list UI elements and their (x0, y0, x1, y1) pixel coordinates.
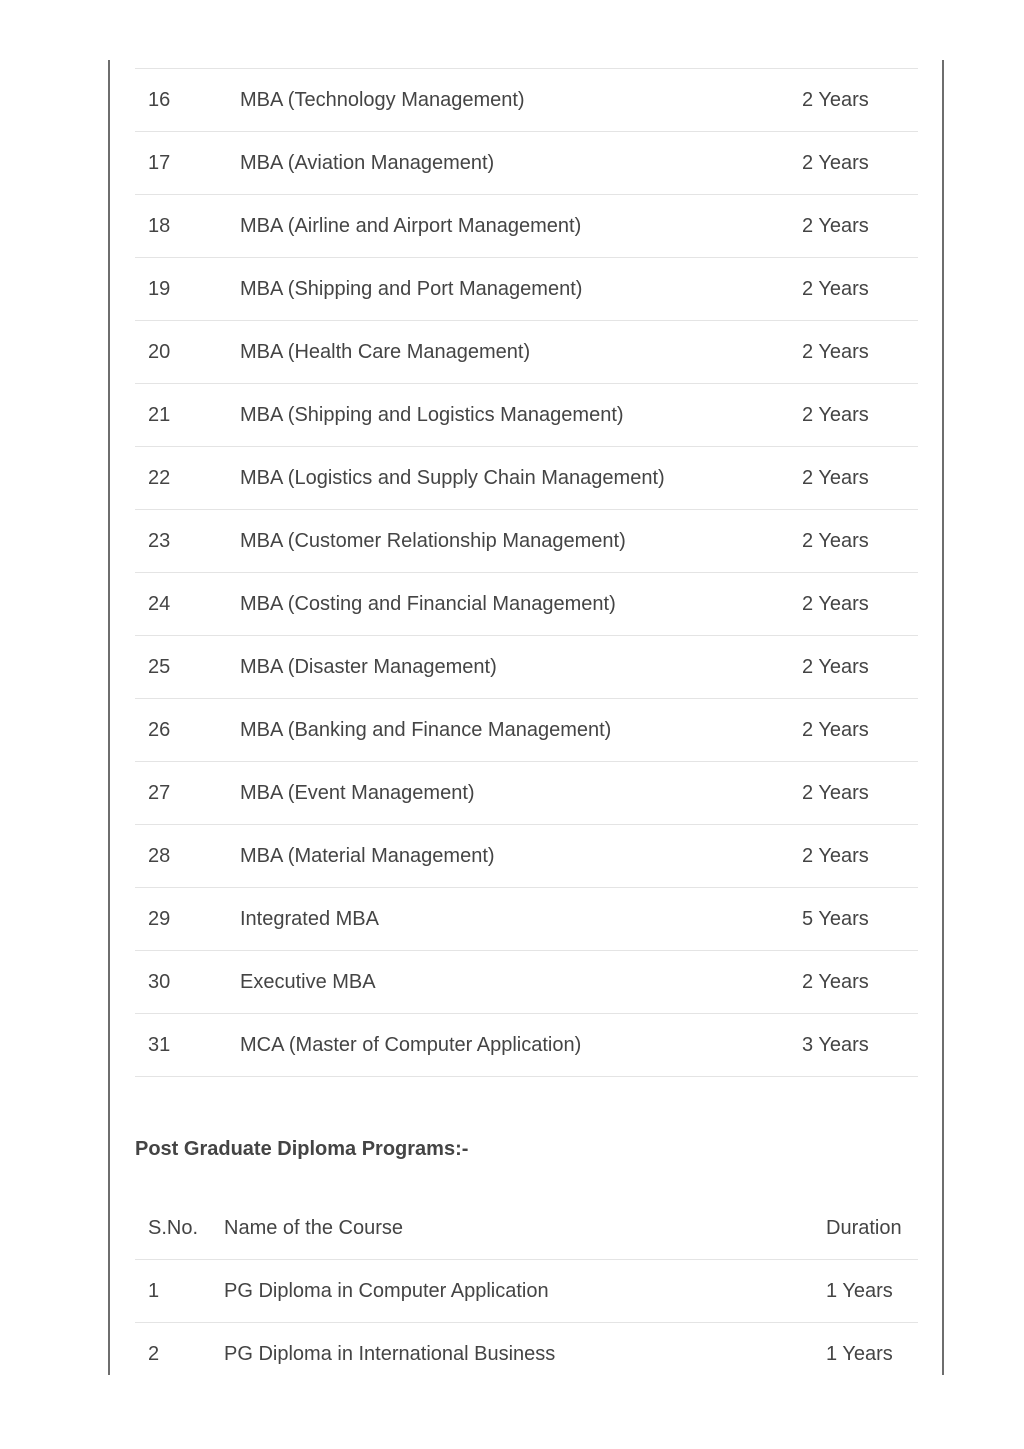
course-name: MBA (Shipping and Logistics Management) (240, 404, 624, 426)
course-duration: 5 Years (802, 908, 869, 930)
serial-number: 17 (148, 152, 171, 174)
course-name: MBA (Aviation Management) (240, 152, 495, 174)
table-row (135, 321, 918, 384)
course-duration: 2 Years (802, 593, 869, 615)
course-name: Executive MBA (240, 971, 376, 993)
course-name: MBA (Shipping and Port Management) (240, 278, 583, 300)
table-row (135, 1323, 918, 1385)
table-row (135, 69, 918, 132)
course-name: MBA (Costing and Financial Management) (240, 593, 616, 615)
course-duration: 2 Years (802, 467, 869, 489)
course-duration: 2 Years (802, 341, 869, 363)
course-duration: 3 Years (802, 1034, 869, 1056)
table-row (135, 384, 918, 447)
header-course-name: Name of the Course (224, 1217, 403, 1239)
serial-number: 2 (148, 1343, 160, 1365)
serial-number: 26 (148, 719, 171, 741)
table-row (135, 573, 918, 636)
table-header-row (135, 1197, 918, 1260)
section-heading: Post Graduate Diploma Programs:- (135, 1138, 469, 1160)
course-name: MBA (Logistics and Supply Chain Management) (240, 467, 665, 489)
serial-number: 27 (148, 782, 171, 804)
course-duration: 2 Years (802, 89, 869, 111)
course-name: MBA (Disaster Management) (240, 656, 497, 678)
course-duration: 2 Years (802, 845, 869, 867)
course-duration: 1 Years (826, 1343, 893, 1365)
serial-number: 30 (148, 971, 171, 993)
course-duration: 2 Years (802, 782, 869, 804)
course-duration: 2 Years (802, 278, 869, 300)
course-name: MBA (Material Management) (240, 845, 495, 867)
serial-number: 31 (148, 1034, 171, 1056)
pg-diploma-table (135, 1197, 918, 1385)
course-duration: 2 Years (802, 971, 869, 993)
course-name: Integrated MBA (240, 908, 379, 930)
table-row (135, 132, 918, 195)
table-row (135, 951, 918, 1014)
serial-number: 25 (148, 656, 171, 678)
header-duration: Duration (826, 1217, 902, 1239)
mba-courses-table (135, 68, 918, 1077)
course-duration: 2 Years (802, 530, 869, 552)
table-row (135, 762, 918, 825)
table-row (135, 1014, 918, 1077)
course-name: MBA (Banking and Finance Management) (240, 719, 612, 741)
course-name: MBA (Event Management) (240, 782, 475, 804)
course-name: PG Diploma in International Business (224, 1343, 556, 1365)
table-row (135, 258, 918, 321)
page-border-left (108, 60, 110, 1375)
table-row (135, 636, 918, 699)
course-name: PG Diploma in Computer Application (224, 1280, 549, 1302)
serial-number: 21 (148, 404, 171, 426)
serial-number: 29 (148, 908, 171, 930)
serial-number: 16 (148, 89, 171, 111)
course-duration: 2 Years (802, 152, 869, 174)
serial-number: 28 (148, 845, 171, 867)
course-duration: 2 Years (802, 215, 869, 237)
table-row (135, 825, 918, 888)
header-serial-number: S.No. (148, 1217, 199, 1239)
course-name: MBA (Technology Management) (240, 89, 525, 111)
serial-number: 19 (148, 278, 171, 300)
serial-number: 18 (148, 215, 171, 237)
serial-number: 23 (148, 530, 171, 552)
course-duration: 2 Years (802, 719, 869, 741)
table-row (135, 888, 918, 951)
table-row (135, 699, 918, 762)
table-row (135, 195, 918, 258)
table-row (135, 1260, 918, 1323)
serial-number: 22 (148, 467, 171, 489)
serial-number: 20 (148, 341, 171, 363)
serial-number: 1 (148, 1280, 160, 1302)
course-name: MCA (Master of Computer Application) (240, 1034, 582, 1056)
course-duration: 2 Years (802, 404, 869, 426)
serial-number: 24 (148, 593, 171, 615)
course-duration: 1 Years (826, 1280, 893, 1302)
course-name: MBA (Health Care Management) (240, 341, 531, 363)
course-name: MBA (Customer Relationship Management) (240, 530, 626, 552)
course-name: MBA (Airline and Airport Management) (240, 215, 582, 237)
table-row (135, 510, 918, 573)
course-duration: 2 Years (802, 656, 869, 678)
table-row (135, 447, 918, 510)
page-border-right (942, 60, 944, 1375)
